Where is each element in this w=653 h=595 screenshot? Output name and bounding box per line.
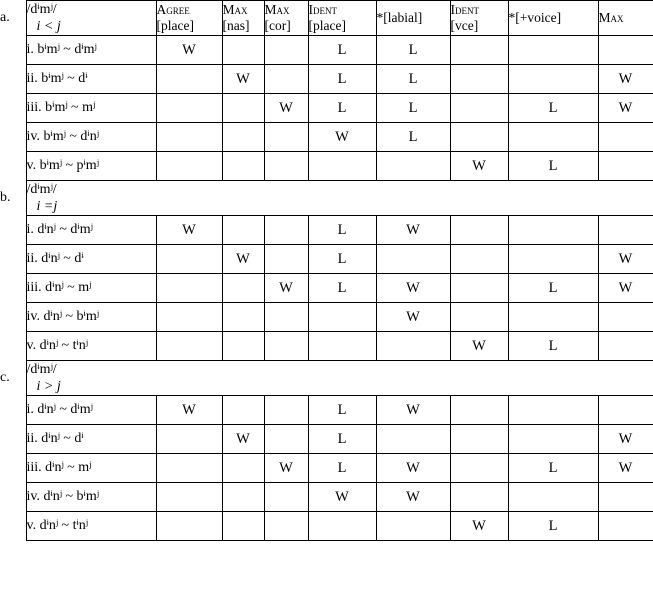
mark-a-iv-1 [222, 123, 264, 152]
mark-b-i-0: W [156, 216, 222, 245]
candidate-a-i-number: i. [26, 42, 34, 58]
mark-a-v-2 [264, 152, 308, 181]
mark-b-iv-2 [264, 303, 308, 332]
table-row [0, 454, 653, 483]
mark-a-iii-5 [450, 94, 508, 123]
mark-a-i-3: L [308, 36, 376, 65]
candidate-b-v [26, 332, 156, 361]
candidate-c-v-text: dᶤnʲ ~ tᶤnʲ [39, 518, 88, 534]
spacer [0, 152, 26, 181]
candidate-b-i [26, 216, 156, 245]
candidate-c-iii-text: dᶤnʲ ~ mʲ [45, 460, 92, 476]
mark-a-iii-3: L [308, 94, 376, 123]
mark-b-ii-6 [508, 245, 598, 274]
candidate-a-ii-number: ii. [26, 71, 38, 87]
mark-b-i-6 [508, 216, 598, 245]
table-row [0, 36, 653, 65]
block-c-input-index: i > j [36, 379, 61, 395]
mark-c-i-1 [222, 396, 264, 425]
candidate-a-v [26, 152, 156, 181]
constraint-max-name: Max [598, 9, 624, 25]
mark-c-v-4 [376, 512, 450, 541]
table-row [0, 396, 653, 425]
mark-b-i-5 [450, 216, 508, 245]
mark-a-v-3 [308, 152, 376, 181]
mark-c-v-0 [156, 512, 222, 541]
mark-b-i-4: W [376, 216, 450, 245]
candidate-b-iv-text: dᶤnʲ ~ bᶤmʲ [43, 309, 99, 325]
mark-b-v-5: W [450, 332, 508, 361]
mark-b-i-3: L [308, 216, 376, 245]
block-a-input-index: i < j [36, 19, 61, 35]
mark-c-ii-3: L [308, 425, 376, 454]
mark-a-iv-7 [598, 123, 653, 152]
mark-b-iii-3: L [308, 274, 376, 303]
mark-c-iii-3: L [308, 454, 376, 483]
constraint-agree-place-name: Agree [156, 1, 190, 17]
mark-c-ii-4 [376, 425, 450, 454]
mark-b-i-7 [598, 216, 653, 245]
mark-b-v-1 [222, 332, 264, 361]
mark-b-v-2 [264, 332, 308, 361]
mark-c-ii-1: W [222, 425, 264, 454]
candidate-b-iv [26, 303, 156, 332]
spacer [0, 396, 26, 425]
constraint-ident-vce-name: Ident [450, 1, 479, 17]
mark-a-iii-4: L [376, 94, 450, 123]
mark-b-iii-7: W [598, 274, 653, 303]
candidate-a-i [26, 36, 156, 65]
mark-b-iv-0 [156, 303, 222, 332]
mark-c-ii-2 [264, 425, 308, 454]
spacer [0, 94, 26, 123]
mark-b-v-3 [308, 332, 376, 361]
candidate-c-iv [26, 483, 156, 512]
mark-c-iv-3: W [308, 483, 376, 512]
constraint-star-voice-name: *[+voice] [508, 9, 562, 25]
block-b-input [26, 181, 653, 216]
mark-b-v-0 [156, 332, 222, 361]
mark-c-iii-6: L [508, 454, 598, 483]
table-row [0, 425, 653, 454]
mark-a-ii-5 [450, 65, 508, 94]
block-c-input-ur: /dᶤmʲ/ [26, 362, 57, 378]
mark-a-ii-1: W [222, 65, 264, 94]
mark-a-ii-2 [264, 65, 308, 94]
mark-c-v-2 [264, 512, 308, 541]
candidate-b-iii [26, 274, 156, 303]
spacer [0, 454, 26, 483]
mark-c-iv-6 [508, 483, 598, 512]
mark-c-iii-1 [222, 454, 264, 483]
constraint-ident-vce [450, 1, 508, 36]
candidate-a-ii [26, 65, 156, 94]
mark-a-ii-7: W [598, 65, 653, 94]
mark-b-ii-2 [264, 245, 308, 274]
mark-c-i-3: L [308, 396, 376, 425]
candidate-b-ii-number: ii. [26, 251, 38, 267]
candidate-b-iii-text: dᶤnʲ ~ mʲ [45, 280, 92, 296]
constraint-ident-place [308, 1, 376, 36]
table-row [0, 483, 653, 512]
candidate-b-iii-number: iii. [26, 280, 42, 296]
candidate-c-iv-text: dᶤnʲ ~ bᶤmʲ [43, 489, 99, 505]
block-c-header-row [0, 361, 653, 396]
mark-b-i-2 [264, 216, 308, 245]
mark-c-iv-0 [156, 483, 222, 512]
candidate-c-v-number: v. [26, 518, 37, 534]
spacer [0, 425, 26, 454]
mark-c-i-0: W [156, 396, 222, 425]
mark-b-iv-1 [222, 303, 264, 332]
mark-a-ii-0 [156, 65, 222, 94]
mark-c-iv-1 [222, 483, 264, 512]
candidate-a-iii [26, 94, 156, 123]
mark-b-iii-5 [450, 274, 508, 303]
spacer [0, 512, 26, 541]
spacer [0, 65, 26, 94]
mark-c-v-7 [598, 512, 653, 541]
mark-b-iii-2: W [264, 274, 308, 303]
table-row [0, 332, 653, 361]
candidate-b-i-text: dᶤnʲ ~ dᶤmʲ [37, 222, 93, 238]
candidate-b-ii [26, 245, 156, 274]
mark-a-v-4 [376, 152, 450, 181]
spacer [0, 274, 26, 303]
table-row [0, 274, 653, 303]
spacer [0, 483, 26, 512]
mark-b-iii-1 [222, 274, 264, 303]
spacer [0, 245, 26, 274]
constraint-max-cor-name: Max [264, 1, 290, 17]
mark-a-iv-6 [508, 123, 598, 152]
mark-b-v-6: L [508, 332, 598, 361]
candidate-a-iv-text: bᶤmʲ ~ dᶤnʲ [43, 129, 99, 145]
candidate-b-ii-text: dᶤnʲ ~ dᶤ [41, 251, 84, 267]
constraint-max-nas [222, 1, 264, 36]
spacer [0, 36, 26, 65]
constraint-star-labial [376, 1, 450, 36]
spacer [0, 303, 26, 332]
mark-a-i-7 [598, 36, 653, 65]
mark-c-v-5: W [450, 512, 508, 541]
mark-b-iv-6 [508, 303, 598, 332]
mark-a-iii-1 [222, 94, 264, 123]
block-a-input-ur: /dᶤmʲ/ [26, 2, 57, 17]
mark-a-iv-3: W [308, 123, 376, 152]
mark-a-iii-2: W [264, 94, 308, 123]
candidate-a-iii-text: bᶤmʲ ~ mʲ [45, 100, 96, 116]
candidate-c-i-number: i. [26, 402, 34, 418]
constraint-ident-place-feature: [place] [308, 18, 346, 34]
table-row [0, 303, 653, 332]
block-b-label: b. [0, 190, 11, 206]
candidate-c-iv-number: iv. [26, 489, 40, 505]
mark-a-v-0 [156, 152, 222, 181]
candidate-a-iv [26, 123, 156, 152]
mark-b-iii-4: W [376, 274, 450, 303]
mark-b-ii-3: L [308, 245, 376, 274]
mark-c-i-6 [508, 396, 598, 425]
mark-a-v-6: L [508, 152, 598, 181]
mark-c-ii-0 [156, 425, 222, 454]
table-row [0, 94, 653, 123]
spacer [0, 123, 26, 152]
mark-c-iii-2: W [264, 454, 308, 483]
table-row [0, 152, 653, 181]
candidate-a-iv-number: iv. [26, 129, 40, 145]
mark-b-iv-5 [450, 303, 508, 332]
mark-a-i-2 [264, 36, 308, 65]
mark-c-ii-7: W [598, 425, 653, 454]
constraint-ident-vce-feature: [vce] [450, 18, 479, 34]
block-c-input [26, 361, 653, 396]
candidate-c-ii [26, 425, 156, 454]
mark-a-iii-7: W [598, 94, 653, 123]
mark-c-iii-0 [156, 454, 222, 483]
constraint-max [598, 1, 653, 36]
mark-a-iii-6: L [508, 94, 598, 123]
candidate-c-iii [26, 454, 156, 483]
candidate-c-v [26, 512, 156, 541]
mark-c-i-7 [598, 396, 653, 425]
candidate-c-ii-text: dᶤnʲ ~ dᶤ [41, 431, 84, 447]
table-row [0, 65, 653, 94]
block-a-label: a. [0, 10, 10, 26]
mark-c-v-6: L [508, 512, 598, 541]
candidate-a-v-text: bᶤmʲ ~ pᶤmʲ [39, 158, 99, 174]
constraint-star-labial-name: *[labial] [376, 9, 423, 25]
mark-a-v-1 [222, 152, 264, 181]
mark-b-iv-3 [308, 303, 376, 332]
candidate-c-ii-number: ii. [26, 431, 38, 447]
candidate-a-ii-text: bᶤmʲ ~ dᶤ [41, 71, 88, 87]
mark-c-iii-5 [450, 454, 508, 483]
candidate-a-i-text: bᶤmʲ ~ dᶤmʲ [37, 42, 97, 58]
mark-a-iv-2 [264, 123, 308, 152]
mark-c-iii-7: W [598, 454, 653, 483]
table-row [0, 123, 653, 152]
mark-c-i-5 [450, 396, 508, 425]
mark-c-iv-7 [598, 483, 653, 512]
candidate-c-iii-number: iii. [26, 460, 42, 476]
table-row [0, 512, 653, 541]
spacer [0, 332, 26, 361]
mark-c-iv-2 [264, 483, 308, 512]
block-b-header-row [0, 181, 653, 216]
mark-b-i-1 [222, 216, 264, 245]
mark-c-v-1 [222, 512, 264, 541]
mark-b-iii-0 [156, 274, 222, 303]
constraint-ident-place-name: Ident [308, 1, 337, 17]
mark-a-i-6 [508, 36, 598, 65]
block-b-input-index: i =j [36, 199, 58, 215]
spacer [0, 216, 26, 245]
mark-c-i-4: W [376, 396, 450, 425]
mark-c-i-2 [264, 396, 308, 425]
mark-a-i-0: W [156, 36, 222, 65]
mark-a-iv-0 [156, 123, 222, 152]
mark-c-v-3 [308, 512, 376, 541]
mark-a-v-7 [598, 152, 653, 181]
mark-a-i-5 [450, 36, 508, 65]
mark-a-ii-6 [508, 65, 598, 94]
mark-a-v-5: W [450, 152, 508, 181]
mark-b-iv-4: W [376, 303, 450, 332]
table-row [0, 216, 653, 245]
candidate-c-i-text: dᶤnʲ ~ dᶤmʲ [37, 402, 93, 418]
mark-c-iv-5 [450, 483, 508, 512]
constraint-agree-place [156, 1, 222, 36]
mark-a-i-1 [222, 36, 264, 65]
constraint-max-cor [264, 1, 308, 36]
block-a-input [26, 1, 156, 36]
mark-b-ii-0 [156, 245, 222, 274]
mark-a-iv-5 [450, 123, 508, 152]
mark-b-iv-7 [598, 303, 653, 332]
mark-a-ii-3: L [308, 65, 376, 94]
mark-c-ii-5 [450, 425, 508, 454]
mark-b-v-4 [376, 332, 450, 361]
mark-b-v-7 [598, 332, 653, 361]
mark-b-ii-4 [376, 245, 450, 274]
constraint-star-voice [508, 1, 598, 36]
mark-b-ii-5 [450, 245, 508, 274]
constraint-max-cor-feature: [cor] [264, 18, 291, 34]
mark-c-iv-4: W [376, 483, 450, 512]
block-b-input-ur: /dᶤmʲ/ [26, 182, 57, 198]
constraint-max-nas-feature: [nas] [222, 18, 250, 34]
mark-c-iii-4: W [376, 454, 450, 483]
candidate-b-v-number: v. [26, 338, 37, 354]
mark-c-ii-6 [508, 425, 598, 454]
mark-a-iii-0 [156, 94, 222, 123]
mark-b-ii-7: W [598, 245, 653, 274]
mark-a-ii-4: L [376, 65, 450, 94]
block-a-header-row [0, 1, 653, 36]
mark-b-ii-1: W [222, 245, 264, 274]
candidate-b-v-text: dᶤnʲ ~ tᶤnʲ [39, 338, 88, 354]
mark-a-iv-4: L [376, 123, 450, 152]
constraint-agree-place-feature: [place] [156, 18, 194, 34]
candidate-b-iv-number: iv. [26, 309, 40, 325]
candidate-b-i-number: i. [26, 222, 34, 238]
table-row [0, 245, 653, 274]
candidate-c-i [26, 396, 156, 425]
block-c-label: c. [0, 370, 10, 386]
mark-b-iii-6: L [508, 274, 598, 303]
mark-a-i-4: L [376, 36, 450, 65]
candidate-a-v-number: v. [26, 158, 37, 174]
candidate-a-iii-number: iii. [26, 100, 42, 116]
constraint-max-nas-name: Max [222, 1, 248, 17]
